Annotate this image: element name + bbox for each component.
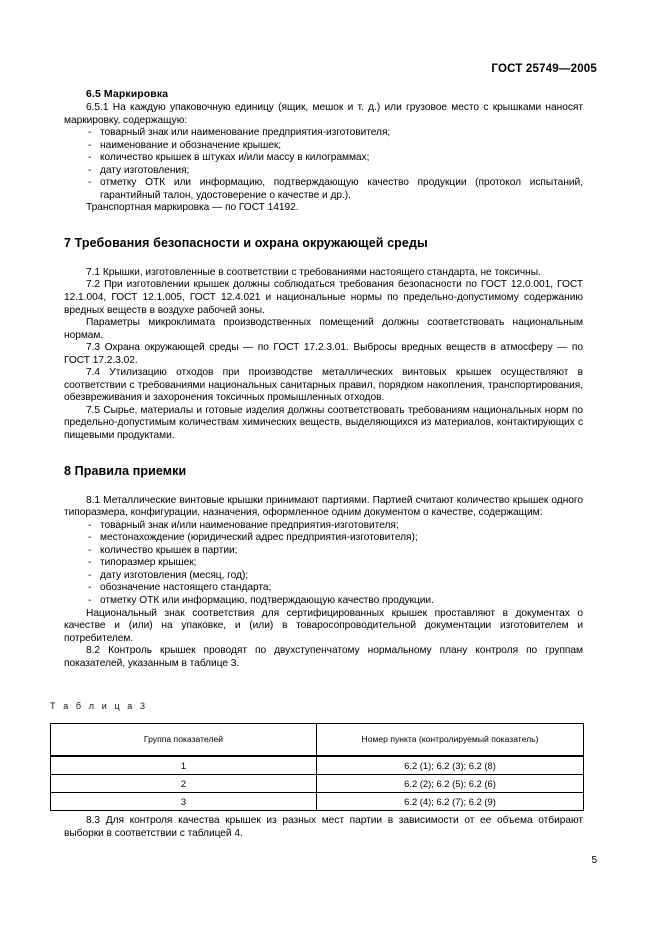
clause-8-2: 8.2 Контроль крышек проводят по двухступенчатому нормальному плану контроля по группам показателей, указанным в таблице 3. bbox=[64, 645, 583, 669]
cell-group: 1 bbox=[51, 756, 317, 775]
clause-7-3: 7.3 Охрана окружающей среды — по ГОСТ 17.2.3.01. Выбросы вредных веществ в атмосферу — по ГОСТ 17.2.3.02. bbox=[64, 342, 583, 366]
transport-marking-note: Транспортная маркировка — по ГОСТ 14192. bbox=[86, 202, 299, 214]
list-item: - дату изготовления; bbox=[64, 165, 583, 178]
document-body-after-table bbox=[64, 815, 583, 840]
heading-7-safety: 7 Требования безопасности и охрана окружающей среды bbox=[64, 235, 428, 250]
list-item: - количество крышек в штуках и/или массу в килограммах; bbox=[64, 152, 583, 165]
table-3-caption: Т а б л и ц а 3 bbox=[50, 701, 148, 711]
clause-7-1: 7.1 Крышки, изготовленные в соответствии с требованиями настоящего стандарта, не токсичны. bbox=[86, 266, 541, 278]
list-item: - товарный знак и/или наименование предприятия-изготовителя; bbox=[64, 520, 583, 533]
list-item: - отметку ОТК или информацию, подтверждающую качество продукции. bbox=[64, 595, 583, 608]
spacer bbox=[64, 215, 583, 236]
cell-clauses: 6.2 (1); 6.2 (3); 6.2 (8) bbox=[317, 756, 584, 775]
acceptance-items-list bbox=[64, 520, 583, 608]
clause-7-2: 7.2 При изготовлении крышек должны соблюдаться требования безопасности по ГОСТ 12.0.001, ГОСТ 12.1.004, ГОСТ 12.1.005, ГОСТ 12.4.021 и национальные нормы по предельно-допустимому содержанию вредных веществ в воздухе рабочей зоны. bbox=[64, 279, 583, 316]
clause-7-5: 7.5 Сырье, материалы и готовые изделия должны соответствовать требованиям национальных норм по предельно-допустимым количествам химических веществ, выделяющихся из материалов, контактирующих с пищевыми продуктами. bbox=[64, 404, 583, 442]
list-item: - обозначение настоящего стандарта; bbox=[64, 582, 583, 595]
list-item: - типоразмер крышек; bbox=[64, 557, 583, 570]
clause-7-2-note: Параметры микроклимата производственных помещений должны соответствовать национальным нормам. bbox=[64, 317, 583, 341]
cell-clauses: 6.2 (2); 6.2 (5); 6.2 (6) bbox=[317, 775, 584, 793]
clause-7-4: 7.4 Утилизацию отходов при производстве металлических винтовых крышек осуществляют в соответствии с требованиями национальных санитарных правил, порядком накопления, транспортирования, обезвреживания и захоронения токсичных промышленных отходов. bbox=[64, 367, 583, 404]
list-item: - товарный знак или наименование предприятия-изготовителя; bbox=[64, 127, 583, 140]
table-header-row bbox=[51, 724, 584, 757]
page-number: 5 bbox=[591, 855, 597, 866]
list-item: - местонахождение (юридический адрес предприятия-изготовителя); bbox=[64, 532, 583, 545]
list-item: - наименование и обозначение крышек; bbox=[64, 140, 583, 153]
table-row bbox=[51, 756, 584, 775]
clause-8-1: 8.1 Металлические винтовые крышки принимают партиями. Партией считают количество крышек одного типоразмера, конфигурации, назначения, оформленное одним документом о качестве, содержащим: bbox=[64, 494, 583, 519]
running-header-standard-number: ГОСТ 25749—2005 bbox=[491, 63, 597, 75]
clause-6-5-1: 6.5.1 На каждую упаковочную единицу (ящик, мешок и т. д.) или грузовое место с крышками наносят маркировку, содержащую: bbox=[64, 102, 583, 126]
column-header-clause-number: Номер пункта (контролируемый показатель) bbox=[317, 724, 584, 757]
table-row bbox=[51, 793, 584, 811]
document-body bbox=[64, 88, 583, 670]
table-3 bbox=[50, 723, 584, 811]
list-item: - дату изготовления (месяц, год); bbox=[64, 570, 583, 583]
cell-group: 3 bbox=[51, 793, 317, 811]
spacer bbox=[64, 443, 583, 464]
heading-8-acceptance: 8 Правила приемки bbox=[64, 463, 187, 478]
conformity-mark-note: Национальный знак соответствия для сертифицированных крышек проставляют в документах о качестве и (или) на упаковке, и (или) в товаросопроводительной документации изготовителем и потребителем. bbox=[64, 607, 583, 644]
table-row bbox=[51, 775, 584, 793]
list-item: - количество крышек в партии; bbox=[64, 545, 583, 558]
list-item: - отметку ОТК или информацию, подтверждающую качество продукции (протокол испытаний, гарантийный талон, удостоверение о качестве и др.). bbox=[64, 177, 583, 202]
cell-group: 2 bbox=[51, 775, 317, 793]
spacer bbox=[64, 478, 583, 495]
marking-items-list bbox=[64, 127, 583, 202]
spacer bbox=[64, 250, 583, 267]
column-header-indicator-group: Группа показателей bbox=[51, 724, 317, 757]
cell-clauses: 6.2 (4); 6.2 (7); 6.2 (9) bbox=[317, 793, 584, 811]
heading-6-5-marking: 6.5 Маркировка bbox=[86, 88, 169, 100]
clause-8-3: 8.3 Для контроля качества крышек из разных мест партии в зависимости от ее объема отбирают выборки в соответствии с таблицей 4. bbox=[64, 815, 583, 839]
